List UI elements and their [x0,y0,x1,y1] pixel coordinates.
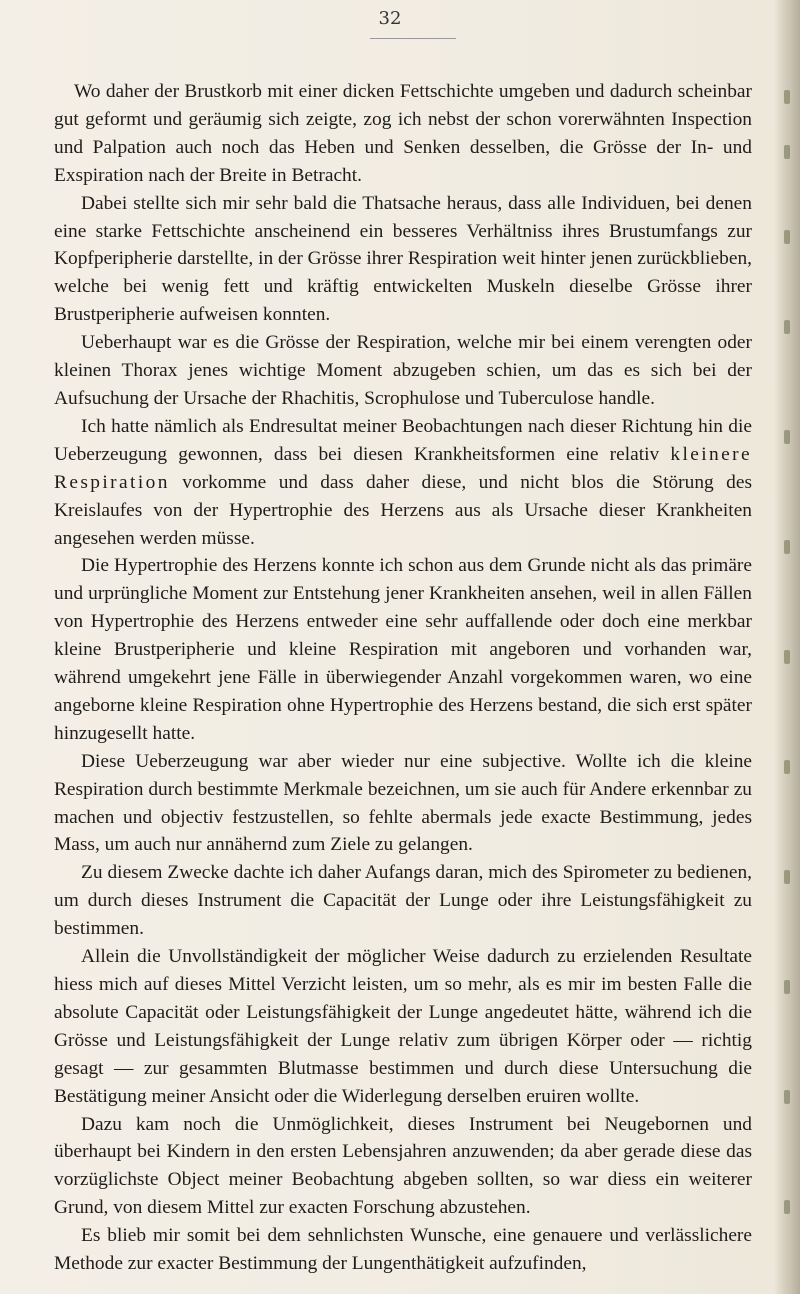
edge-mark [784,650,790,664]
paragraph: Wo daher der Brustkorb mit einer dicken Fettschichte umgeben und dadurch scheinbar gut geformt und geräumig sich zeigte, zog ich nebst der schon vorerwähnten Inspection und Palpation auch noch das Heben und Senken desselben, die Grösse der In- und Exspiration nach der Breite in Betracht. [54,81,752,186]
edge-mark [784,430,790,444]
paragraph-text: vorkomme und dass daher diese, und nicht blos die Störung des Kreislaufes von der Hypertrophie des Herzens aus als Ursache dieser Krankheiten angesehen werden müsse. [54,471,752,549]
edge-mark [784,870,790,884]
edge-mark [784,320,790,334]
paragraph: Zu diesem Zwecke dachte ich daher Aufangs daran, mich des Spirometer zu bedienen, um durch dieses Instrument die Capacität der Lunge oder ihre Leistungsfähigkeit zu bestimmen. [54,862,752,940]
edge-mark [784,1090,790,1104]
edge-mark [784,980,790,994]
body-text [54,78,752,1278]
edge-mark [784,90,790,104]
paragraph: Die Hypertrophie des Herzens konnte ich schon aus dem Grunde nicht als das primäre und urprüngliche Moment zur Entstehung jener Krankheiten ansehen, weil in allen Fällen von Hypertrophie des Herzens entweder eine sehr auffallende oder doch eine merkbar kleine Brustperipherie und kleine Respiration mit angeboren und vorhanden war, während umgekehrt jene Fälle in überwiegender Anzahl vorgekommen waren, wo eine angeborne kleine Respiration ohne Hypertrophie des Herzens bestand, die sich erst später hinzugesellt hatte. [54,555,752,744]
paragraph: Ueberhaupt war es die Grösse der Respiration, welche mir bei einem verengten oder kleinen Thorax jenes wichtige Moment abzugeben schien, um das es sich bei der Aufsuchung der Ursache der Rhachitis, Scrophulose und Tuberculose handle. [54,332,752,409]
header-rule [370,38,456,39]
emphasized-text: kleinere Respiration [54,443,752,493]
edge-mark [784,540,790,554]
edge-mark [784,760,790,774]
paragraph-text: Ich hatte nämlich als Endresultat meiner Beobachtungen nach dieser Richtung hin die Ueberzeugung gewonnen, dass bei diesen Krankheitsformen eine relativ [54,415,752,465]
paragraph: Dabei stellte sich mir sehr bald die Thatsache heraus, dass alle Individuen, bei denen eine starke Fettschichte anscheinend ein besseres Verhältniss ihres Brustumfangs zur Kopfperipherie darstellte, in der Grösse ihrer Respiration weit hinter jenen zurückblieben, welche bei wenig fett und kräftig entwickelten Muskeln dieselbe Grösse ihrer Brustperipherie aufweisen konnten. [54,192,752,326]
edge-mark [784,1200,790,1214]
paragraph: Diese Ueberzeugung war aber wieder nur eine subjective. Wollte ich die kleine Respiration durch bestimmte Merkmale bezeichnen, um sie auch für Andere erkennbar zu machen und objectiv festzustellen, so fehlte abermals jede exacte Bestimmung, jedes Mass, um auch nur annähernd zum Ziele zu gelangen. [54,750,752,856]
paragraph: Es blieb mir somit bei dem sehnlichsten Wunsche, eine genauere und verlässlichere Methode zur exacter Bestimmung der Lungenthätigkeit aufzufinden, [54,1225,752,1275]
edge-mark [784,230,790,244]
paragraph: Allein die Unvollständigkeit der möglicher Weise dadurch zu erzielenden Resultate hiess mich auf dieses Mittel Verzicht leisten, um so mehr, als es mir im besten Falle die absolute Capacität oder Leistungsfähigkeit der Lunge angedeutet hätte, während ich die Grösse und Leistungsfähigkeit der Lunge relativ zum übrigen Körper oder — richtig gesagt — zur gesammten Blutmasse bestimmen und durch diese Untersuchung die Bestätigung meiner Ansicht oder die Widerlegung derselben eruiren wollte. [54,946,752,1107]
paragraph: Dazu kam noch die Unmöglichkeit, dieses Instrument bei Neugebornen und überhaupt bei Kindern in den ersten Lebensjahren anzuwenden; da aber gerade diese das vorzüglichste Object meiner Beobachtung abgeben sollten, so war diess ein weiterer Grund, von diesem Mittel zur exacten Forschung abzustehen. [54,1113,752,1219]
paragraph [54,413,752,553]
page-number [0,8,800,29]
edge-mark [784,145,790,159]
page-number-text: 32 [378,8,402,29]
page-edge-shadow [774,0,800,1294]
